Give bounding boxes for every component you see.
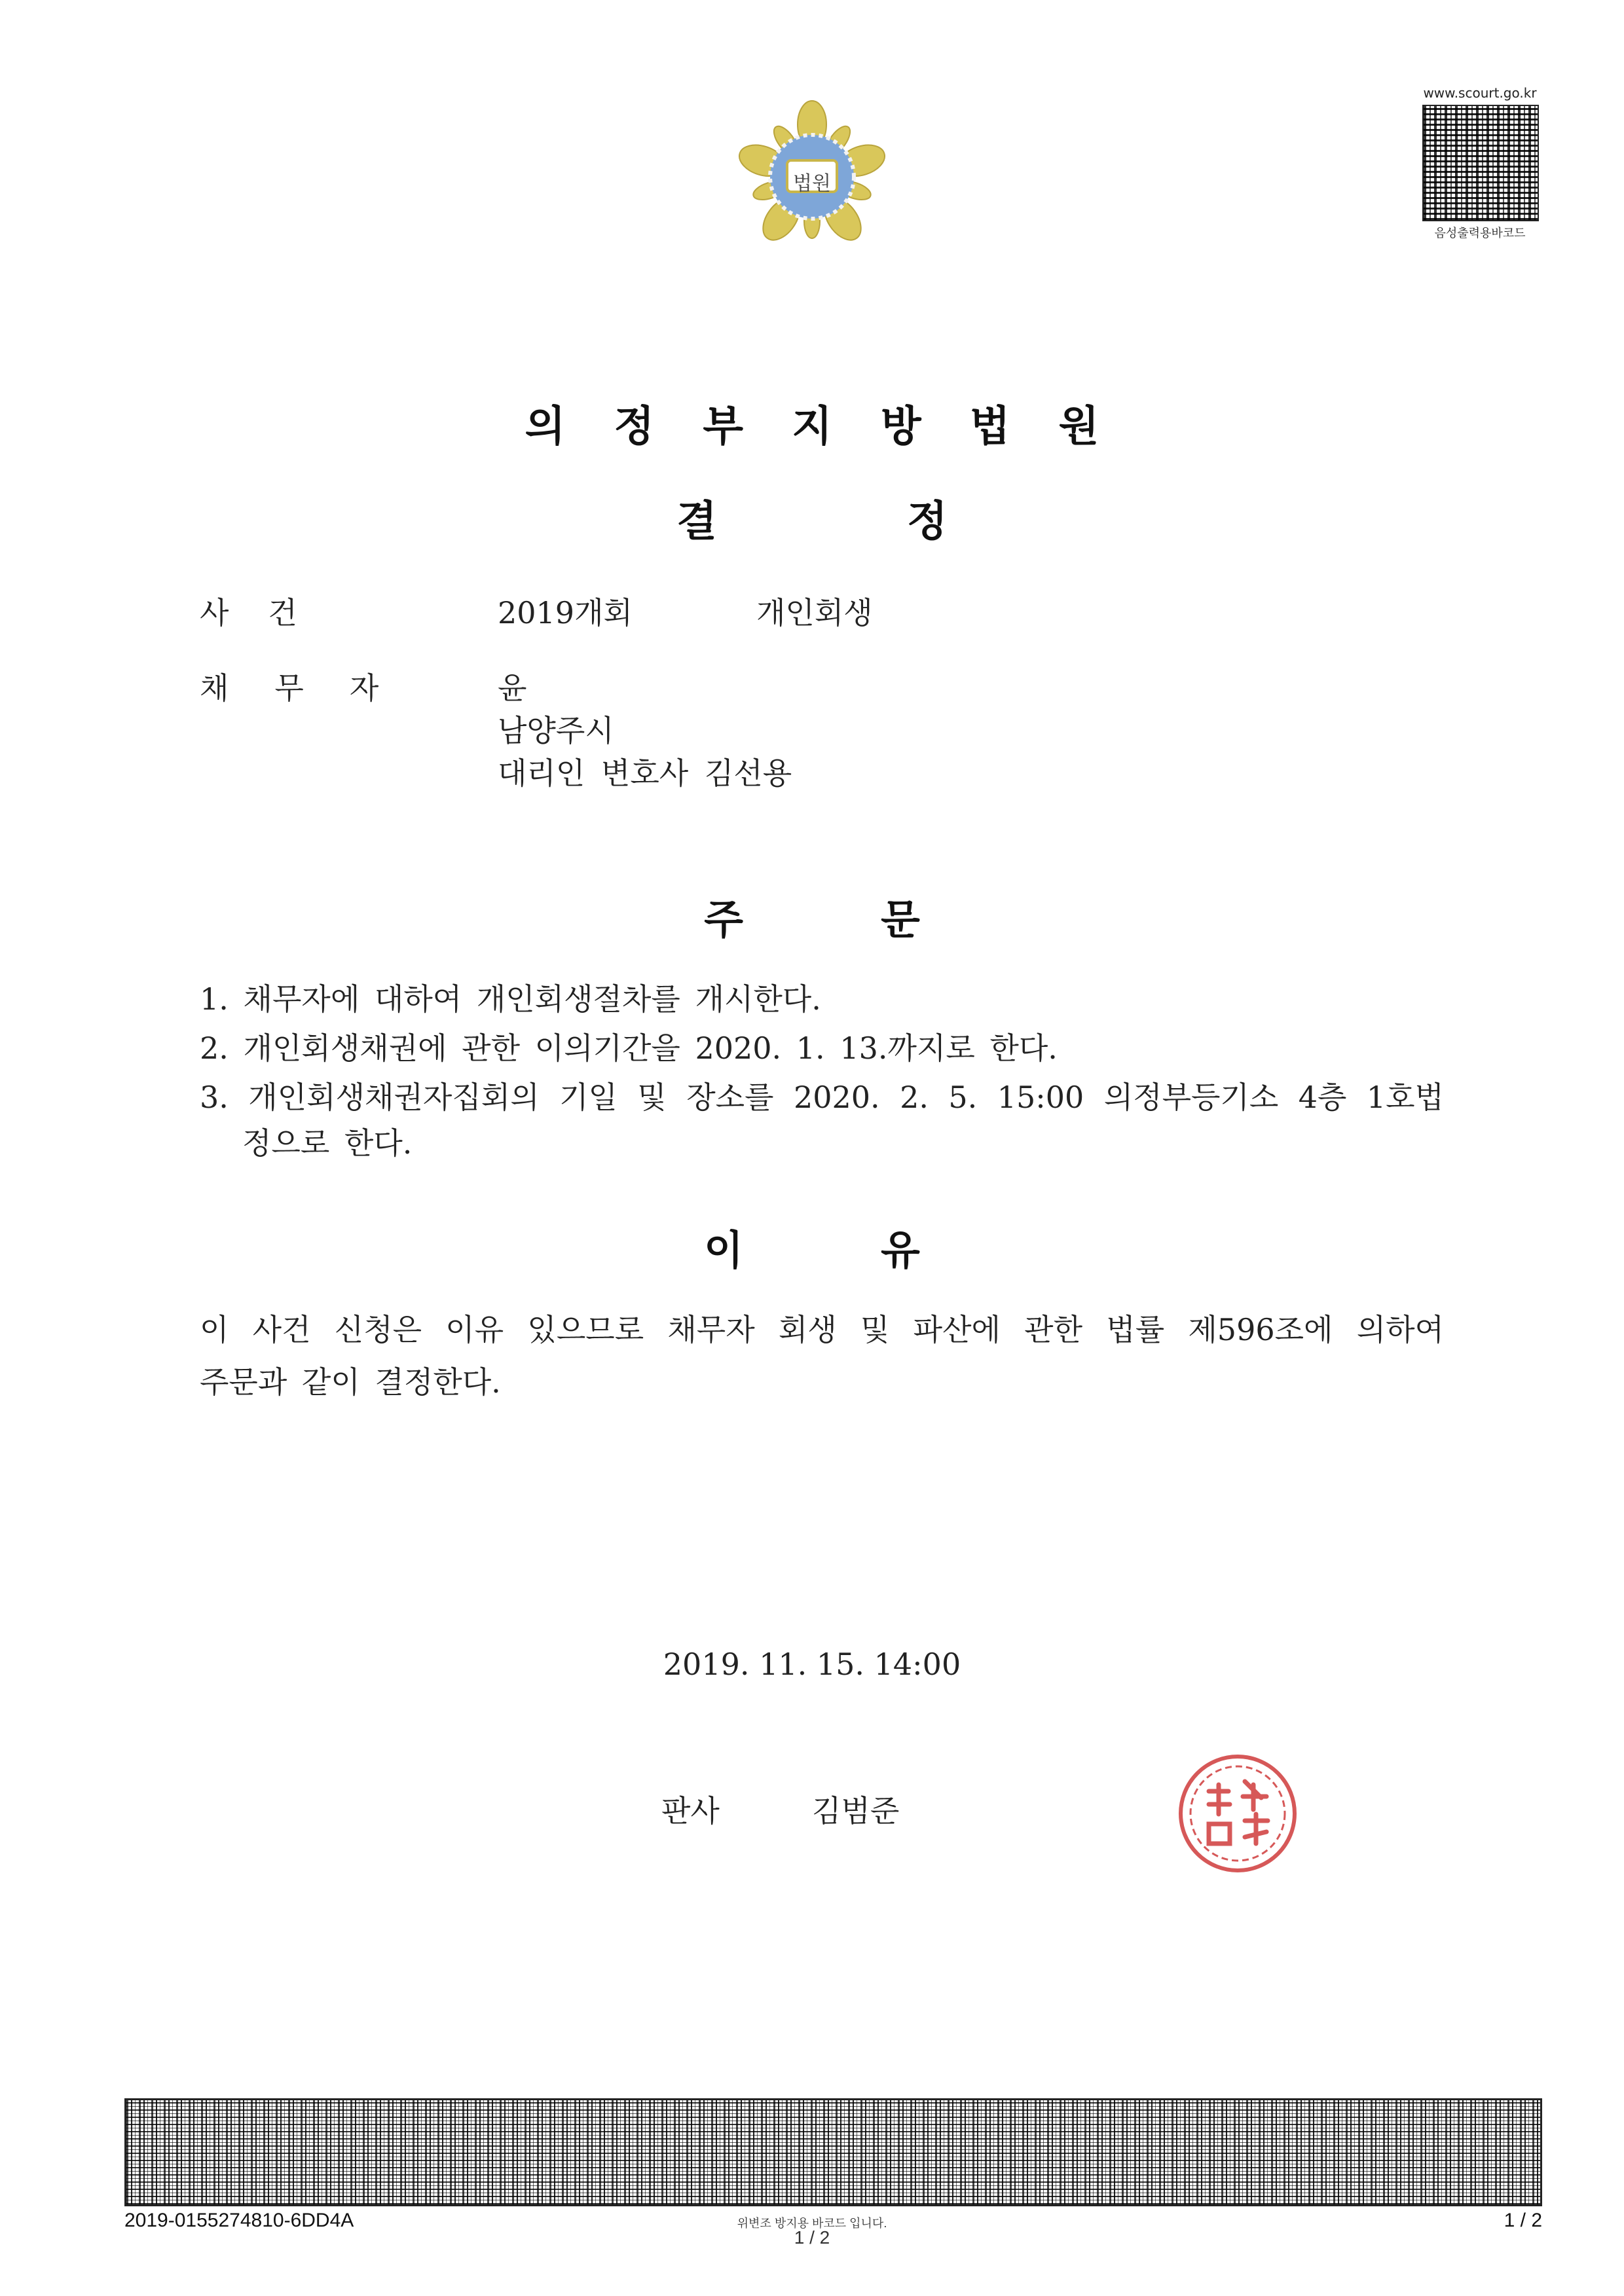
judge-title: 판사 — [661, 1793, 720, 1829]
reason-line-2: 주문과 같이 결정한다. — [200, 1364, 501, 1400]
emblem-text: 법원 — [793, 172, 831, 195]
debtor-address: 남양주시 — [498, 713, 614, 748]
anti-forgery-note: 위변조 방지용 바코드 입니다. — [737, 2217, 887, 2230]
order-item-3-continued: 정으로 한다. — [242, 1125, 413, 1161]
judge-seal-stamp — [1179, 1755, 1297, 1872]
case-number: 2019개회 — [498, 595, 633, 630]
decision-date: 2019. 11. 15. 14:00 — [663, 1647, 961, 1682]
order-item-3: 3. 개인회생채권자집회의 기일 및 장소를 2020. 2. 5. 15:00 의정부등기소 4층 1호법 — [200, 1080, 1444, 1115]
order-item-2: 2. 개인회생채권에 관한 이의기간을 2020. 1. 13.까지로 한다. — [200, 1030, 1058, 1066]
order-heading: 주문 — [704, 896, 1058, 943]
document-id: 2019-0155274810-6DD4A — [124, 2210, 354, 2231]
website-url: www.scourt.go.kr — [1423, 85, 1537, 101]
debtor-name: 윤 — [498, 670, 527, 706]
page-number-right: 1 / 2 — [1504, 2210, 1542, 2231]
case-label: 사건 — [200, 595, 337, 630]
reason-heading: 이유 — [704, 1226, 1058, 1274]
debtor-label: 채무자 — [200, 670, 425, 706]
court-name: 의정부지방법원 — [525, 403, 1148, 451]
anti-forgery-barcode — [124, 2098, 1542, 2206]
case-type: 개인회생 — [756, 595, 873, 630]
debtor-representative: 대리인 변호사 김선용 — [498, 756, 792, 791]
reason-line-1: 이 사건 신청은 이유 있으므로 채무자 회생 및 파산에 관한 법률 제596조에 의하여 — [200, 1312, 1444, 1347]
judge-name: 김범준 — [812, 1793, 900, 1829]
order-item-1: 1. 채무자에 대하여 개인회생절차를 개시한다. — [200, 981, 821, 1017]
page-number-center: 1 / 2 — [794, 2227, 830, 2248]
voice-output-barcode — [1422, 105, 1539, 221]
voice-barcode-label: 음성출력용바코드 — [1434, 227, 1526, 240]
document-title: 결정 — [676, 498, 1137, 546]
